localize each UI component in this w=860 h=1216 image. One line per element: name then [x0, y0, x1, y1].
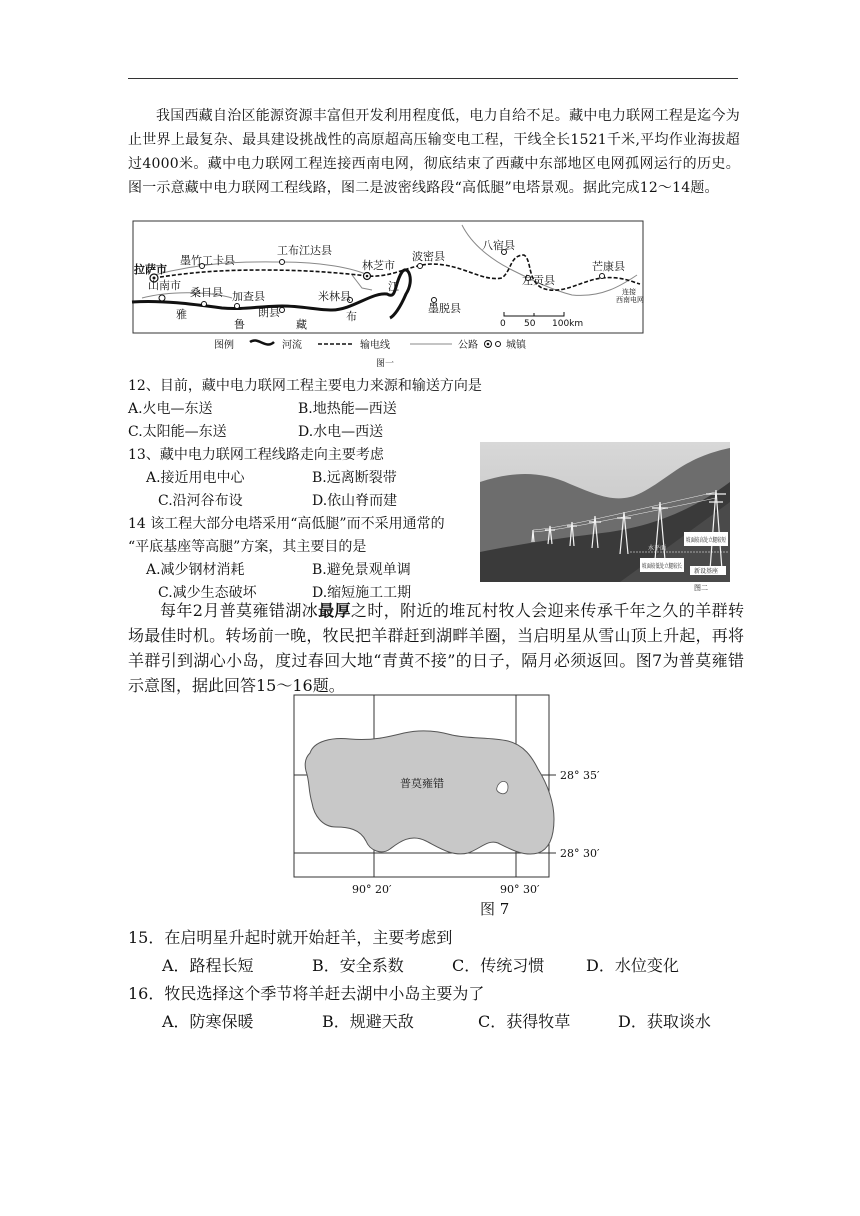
- q16-option-a[interactable]: A．防寒保暖: [162, 1012, 254, 1031]
- river-label: 鲁: [234, 318, 245, 331]
- q13-option-b[interactable]: B.远离断裂带: [312, 470, 397, 486]
- q12-option-c[interactable]: C.太阳能—东送: [128, 424, 227, 440]
- q13-option-a[interactable]: A.接近用电中心: [146, 470, 245, 486]
- q16-option-c[interactable]: C．获得牧草: [478, 1012, 571, 1031]
- para2-text-1: 每年2月普莫雍错湖冰: [160, 601, 319, 620]
- river-label: 布: [346, 310, 357, 323]
- river-label: 藏: [296, 318, 307, 331]
- photo-label: 新设基座: [694, 568, 719, 575]
- lon-label: 90° 20′: [352, 883, 392, 896]
- q13-option-d[interactable]: D.依山脊而建: [312, 493, 398, 509]
- q14-stem-line2: “平底基座等高腿”方案，其主要目的是: [128, 539, 367, 555]
- q14-stem-line1: 14 该工程大部分电塔采用“高低腿”而不采用通常的: [128, 516, 445, 532]
- place-label: 墨脱县: [428, 302, 461, 315]
- place-label: 芒康县: [592, 260, 625, 273]
- power-grid-route-map: [132, 220, 644, 370]
- lat-label: 28° 35′: [560, 769, 600, 782]
- q12-options-2: [128, 422, 468, 442]
- q14-option-c[interactable]: C.减少生态破坏: [158, 585, 257, 601]
- place-label: 米林县: [318, 290, 351, 303]
- place-label: 山南市: [148, 279, 181, 292]
- lake-paragraph: [128, 598, 744, 698]
- scale-label: 0: [500, 319, 506, 329]
- link-label: 连接: [622, 288, 636, 296]
- q12-option-a[interactable]: A.火电—东送: [128, 401, 213, 417]
- figure2-caption: 图二: [694, 584, 708, 592]
- header-rule: [128, 78, 738, 79]
- photo-label: 坡面较高处立腿较短: [686, 537, 740, 544]
- para2-emphasis: 最厚: [318, 601, 351, 620]
- q12-option-d[interactable]: D.水电—西送: [298, 424, 384, 440]
- q14-option-d[interactable]: D.缩短施工工期: [312, 585, 412, 601]
- q13-options: [146, 468, 397, 488]
- q15-option-d[interactable]: D．水位变化: [586, 956, 679, 975]
- lake-label: 普莫雍错: [400, 777, 444, 790]
- q16-stem: 16．牧民选择这个季节将羊赶去湖中小岛主要为了: [128, 984, 485, 1003]
- q13-options-2: [158, 491, 397, 511]
- q12-options: [128, 399, 468, 419]
- q15-stem: 15．在启明星升起时就开始赶羊，主要考虑到: [128, 928, 453, 947]
- legend-river: 河流: [282, 340, 302, 351]
- legend-road: 公路: [458, 340, 478, 351]
- river-label: 雅: [176, 308, 187, 321]
- figure7-caption: 图 7: [480, 900, 510, 918]
- place-label: 工布江达县: [277, 244, 332, 257]
- q14-option-b[interactable]: B.避免景观单调: [312, 562, 411, 578]
- legend-town: 城镇: [506, 340, 526, 351]
- q16-option-b[interactable]: B．规避天敌: [322, 1012, 414, 1031]
- q15-option-a[interactable]: A．路程长短: [162, 956, 254, 975]
- place-label: 朗县: [258, 306, 280, 319]
- lon-label: 90° 30′: [500, 883, 540, 896]
- legend-title: 图例: [214, 340, 234, 351]
- photo-label: 坡面较低处立腿较长: [642, 563, 696, 570]
- river-label: 江: [388, 280, 399, 293]
- q12-option-b[interactable]: B.地热能—西送: [298, 401, 397, 417]
- scale-label: 100km: [552, 319, 584, 329]
- q16-option-d[interactable]: D．获取谈水: [618, 1012, 711, 1031]
- q13-option-c[interactable]: C.沿河谷布设: [158, 493, 243, 509]
- figure1-caption: 图一: [376, 359, 395, 369]
- link-label: 西南电网: [616, 296, 644, 304]
- place-label: 林芝市: [362, 259, 395, 272]
- place-label: 拉萨市: [134, 263, 167, 276]
- legend-line: 输电线: [360, 340, 390, 351]
- map-legend: [214, 338, 527, 369]
- scale-label: 50: [524, 319, 536, 329]
- photo-label: 水平面: [648, 545, 667, 552]
- place-label: 八宿县: [482, 239, 515, 252]
- place-label: 墨竹工卡县: [180, 254, 235, 267]
- q15-option-b[interactable]: B．安全系数: [312, 956, 404, 975]
- place-label: 波密县: [412, 250, 445, 263]
- lat-label: 28° 30′: [560, 847, 600, 860]
- para2-text-2: 之时，附近的堆瓦村牧人会迎来传承千年之久的羊群转场最佳时机。转场前一晚，牧民把羊群赶到湖畔羊圈，当启明星从雪山顶上升起，再将羊群引到湖心小岛，度过春回大地“青黄不接”的日子，隔月必须返回。图7为普莫雍错示意图，据此回答15～16题。: [128, 601, 744, 695]
- q12-stem: 12、目前，藏中电力联网工程主要电力来源和输送方向是: [128, 378, 482, 394]
- q15-options: [162, 954, 679, 978]
- intro-paragraph: 我国西藏自治区能源资源丰富但开发利用程度低，电力自给不足。藏中电力联网工程是迄今为止世界上最复杂、最具建设挑战性的高原超高压输变电工程，干线全长1521千米,平均作业海拔超过4000米。藏中电力联网工程连接西南电网，彻底结束了西藏中东部地区电网孤网运行的历史。图一示意藏中电力联网工程线路，图二是波密线路段“高低腿”电塔景观。据此完成12～14题。: [128, 108, 740, 196]
- place-label: 桑日县: [190, 286, 223, 299]
- place-label: 加查县: [232, 290, 265, 303]
- q14-options: [146, 560, 411, 580]
- place-label: 左贡县: [522, 274, 555, 287]
- q16-options: [162, 1010, 711, 1034]
- pylon-photo: [480, 442, 740, 582]
- lake-map: [292, 693, 622, 898]
- q14-option-a[interactable]: A.减少钢材消耗: [146, 562, 245, 578]
- q15-option-c[interactable]: C．传统习惯: [452, 956, 545, 975]
- q13-stem: 13、藏中电力联网工程线路走向主要考虑: [128, 447, 384, 463]
